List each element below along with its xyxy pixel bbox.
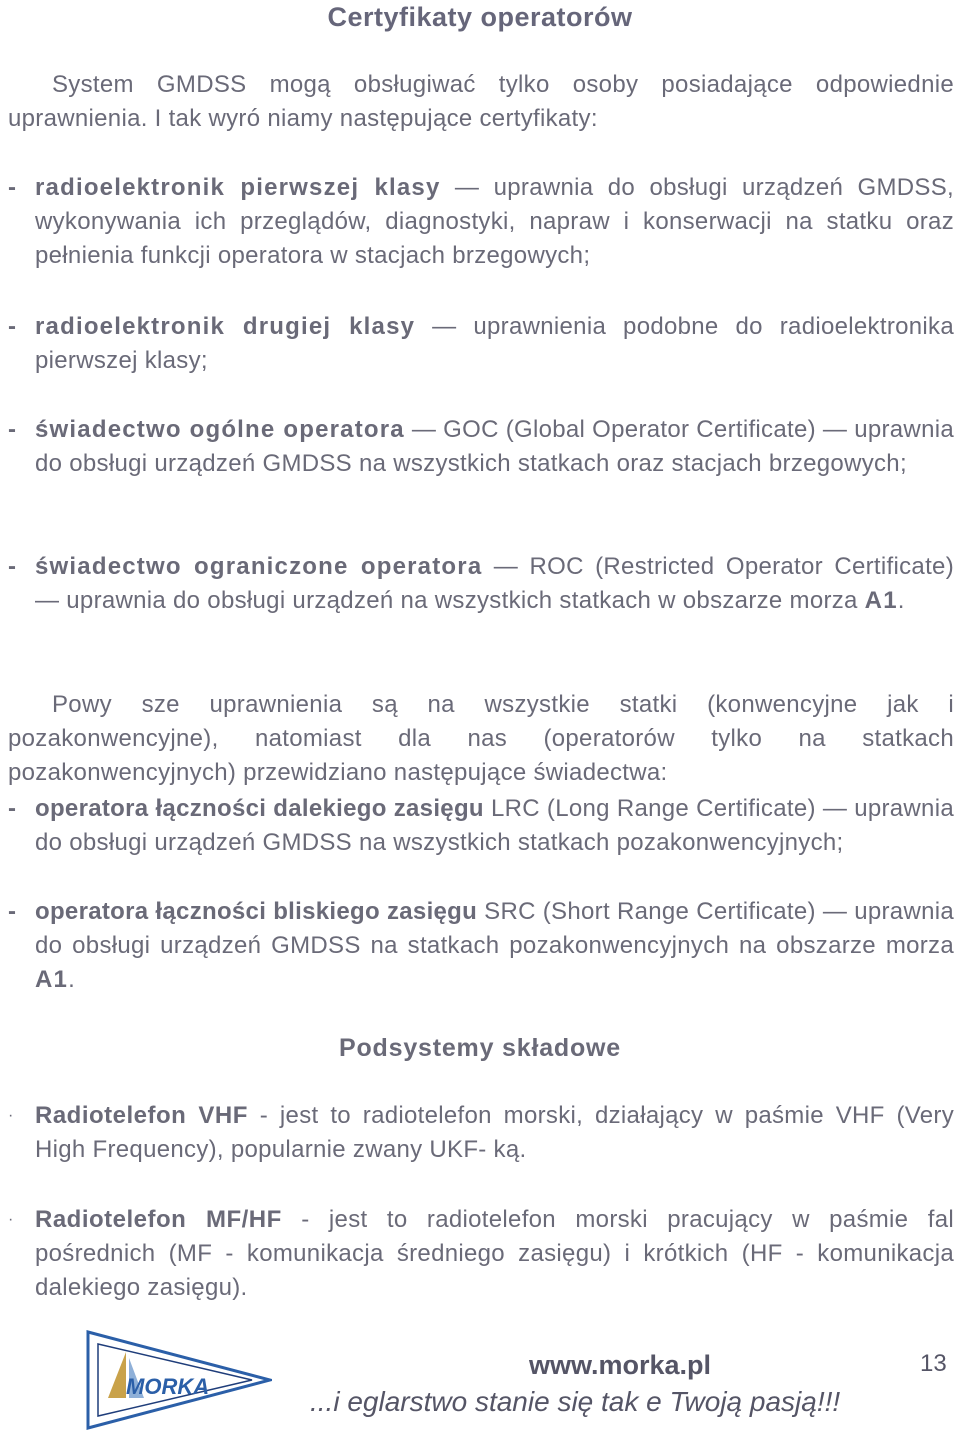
section-heading: Podsystemy składowe — [339, 1034, 621, 1062]
list-dash: - — [8, 553, 17, 580]
cert-item: - świadectwo ograniczone operatora — ROC (Restricted Operator Certificate) — uprawnia do obsługi urządzeń na wszystkich statkach w obszarze morza A1. — [8, 550, 954, 618]
list-dash: - — [8, 795, 17, 822]
bullet-dot: · — [8, 1107, 14, 1124]
list-dash: - — [8, 174, 17, 201]
website-link[interactable]: www.morka.pl — [528, 1350, 712, 1380]
cert-item: - świadectwo ogólne operatora — GOC (Global Operator Certificate) — uprawnia do obsługi urządzeń GMDSS na wszystkich statkach oraz stacjach brzegowych; — [8, 413, 954, 481]
intro-paragraph: System GMDSS mogą obsługiwać tylko osoby posiadające odpowiednie uprawnienia. I tak wyró niamy następujące certyfikaty: — [8, 71, 954, 132]
subsystem-item — [8, 1099, 954, 1167]
cert-description: ROC (Restricted Operator Certificate) — uprawnia do obsługi urządzeń na wszystkich statkach w obszarze morza — [35, 553, 954, 614]
cert-name: świadectwo ogólne operatora — [35, 416, 405, 443]
subsystem-name: Radiotelefon VHF — [35, 1102, 248, 1129]
cert-description: uprawnia do obsługi urządzeń GMDSS, wykonywania ich przeglądów, diagnostyki, napraw i konserwacji na statku oraz pełnienia funkcji operatora w stacjach brzegowych; — [35, 174, 954, 269]
cert-name: operatora łączności dalekiego zasięgu — [35, 795, 484, 822]
logo-text: MORKA — [126, 1374, 210, 1399]
cert-name: radioelektronik drugiej klasy — [35, 313, 416, 340]
cert-description: LRC (Long Range Certificate) — uprawnia do obsługi urządzeń GMDSS na wszystkich statkach pozakonwencyjnych; — [35, 795, 954, 856]
subsystem-item — [8, 1203, 954, 1305]
cert-item — [8, 792, 954, 860]
cert-description: SRC (Short Range Certificate) — uprawnia do obsługi urządzeń GMDSS na statkach pozakonwencyjnych na obszarze morza — [35, 898, 955, 959]
sea-area: A1 — [864, 587, 898, 614]
page-title: Certyfikaty operatorów — [327, 2, 633, 32]
cert-description: uprawnienia podobne do radioelektronika pierwszej klasy; — [35, 313, 954, 374]
cert-description: GOC (Global Operator Certificate) — uprawnia do obsługi urządzeń GMDSS na wszystkich statkach oraz stacjach brzegowych; — [35, 416, 954, 477]
cert-name: operatora łączności bliskiego zasięgu — [35, 898, 478, 925]
subsystem-name: Radiotelefon MF/HF — [35, 1206, 282, 1233]
subsystem-description: - jest to radiotelefon morski, działający w paśmie VHF (Very High Frequency), popularnie zwany UKF- ką. — [35, 1102, 954, 1163]
page-number: 13 — [920, 1350, 947, 1377]
bullet-dot: · — [8, 1211, 14, 1228]
sea-area: A1 — [35, 966, 69, 993]
cert-item: - radioelektronik drugiej klasy — uprawnienia podobne do radioelektronika pierwszej klasy; — [8, 310, 954, 378]
morka-pennant-logo — [86, 1330, 272, 1430]
footer-slogan: ...i eglarstwo stanie się tak e Twoją pasją!!! — [310, 1386, 841, 1417]
list-dash: - — [8, 416, 17, 443]
cert-item: - radioelektronik pierwszej klasy — uprawnia do obsługi urządzeń GMDSS, wykonywania ich przeglądów, diagnostyki, napraw i konserwacji na statku oraz pełnienia funkcji operatora w stacjach brzegowych; — [8, 171, 954, 273]
cert-name: świadectwo ograniczone operatora — [35, 553, 483, 580]
second-paragraph: Powy sze uprawnienia są na wszystkie statki (konwencyjne jak i pozakonwencyjne), natomiast dla nas (operatorów tylko na statkach pozakonwencyjnych) przewidziano następujące świadectwa: — [8, 691, 954, 786]
list-dash: - — [8, 313, 17, 340]
list-dash: - — [8, 898, 17, 925]
cert-name: radioelektronik pierwszej klasy — [35, 174, 441, 201]
cert-item: - operatora łączności bliskiego zasięgu SRC (Short Range Certificate) — uprawnia do obsługi urządzeń GMDSS na statkach pozakonwencyjnych na obszarze morza A1. — [8, 895, 954, 997]
subsystem-description: - jest to radiotelefon morski pracujący w paśmie fal pośrednich (MF - komunikacja średniego zasięgu) i krótkich (HF - komunikacja dalekiego zasięgu). — [35, 1206, 954, 1301]
